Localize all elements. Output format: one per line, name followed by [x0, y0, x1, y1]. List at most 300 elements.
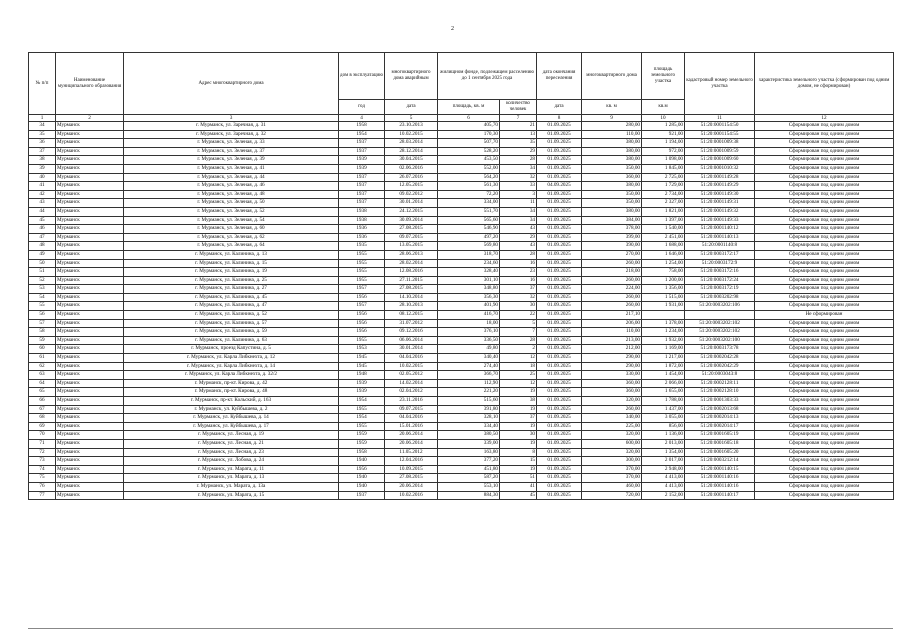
people-cell: 19: [500, 465, 537, 474]
land-area-cell: 1 169,00: [642, 345, 685, 354]
municipality-cell: Мурманск: [56, 233, 124, 242]
building-area-cell: 260,00: [582, 276, 642, 285]
end-date-cell: 01.09.2025: [537, 397, 582, 406]
people-cell: 19: [500, 405, 537, 414]
row-number-cell: 51: [29, 268, 56, 277]
cadastral-number-cell: [685, 311, 755, 320]
row-number-cell: 73: [29, 457, 56, 466]
cadastral-number-cell: 51:20:0001605:18: [685, 439, 755, 448]
emergency-date-cell: 20.06.2014: [385, 439, 438, 448]
area-cell: 380,50: [438, 431, 500, 440]
address-cell: г. Мурманск, ул. Куйбышева, д. 2: [124, 405, 339, 414]
building-area-cell: 260,00: [582, 405, 642, 414]
end-date-cell: 01.09.2025: [537, 173, 582, 182]
column-number: 1: [29, 115, 56, 122]
land-area-cell: 758,00: [642, 268, 685, 277]
municipality-cell: Мурманск: [56, 182, 124, 191]
land-area-cell: 1 354,00: [642, 448, 685, 457]
end-date-cell: 01.09.2025: [537, 319, 582, 328]
row-number-cell: 70: [29, 431, 56, 440]
area-cell: 515,60: [438, 397, 500, 406]
end-date-cell: 01.09.2025: [537, 388, 582, 397]
area-cell: 551,70: [438, 207, 500, 216]
land-characteristic-cell: Сформирован под одним домом: [755, 285, 894, 294]
building-area-cell: 290,00: [582, 354, 642, 363]
land-characteristic-cell: Сформирован под одним домом: [755, 250, 894, 259]
municipality-cell: Мурманск: [56, 319, 124, 328]
people-cell: 16: [500, 259, 537, 268]
people-cell: 38: [500, 397, 537, 406]
area-cell: 328,10: [438, 414, 500, 423]
municipality-cell: Мурманск: [56, 216, 124, 225]
cadastral-number-cell: 51:20:0001149:33: [685, 216, 755, 225]
year-cell: 1935: [339, 242, 385, 251]
land-area-cell: 1 194,00: [642, 139, 685, 148]
table-row: [29, 199, 894, 208]
end-date-cell: 01.09.2025: [537, 285, 582, 294]
address-cell: г. Мурманск, ул. Карла Либкнехта, д. 32/2: [124, 371, 339, 380]
table-row: [29, 293, 894, 302]
address-cell: г. Мурманск, ул. Куйбышева, д. 14: [124, 414, 339, 423]
emergency-date-cell: 28.10.2013: [385, 302, 438, 311]
people-cell: 28: [500, 336, 537, 345]
area-cell: 569,80: [438, 242, 500, 251]
people-cell: 19: [500, 439, 537, 448]
municipality-cell: Мурманск: [56, 491, 124, 500]
row-number-cell: 40: [29, 173, 56, 182]
cadastral-number-cell: 51:20:0001010:32: [685, 164, 755, 173]
table-row: [29, 233, 894, 242]
municipality-cell: Мурманск: [56, 130, 124, 139]
building-area-cell: 380,00: [582, 182, 642, 191]
cadastral-number-cell: 51:20:0002042:28: [685, 354, 755, 363]
people-cell: 13: [500, 130, 537, 139]
row-number-cell: 75: [29, 474, 56, 483]
cadastral-number-cell: 51:20:0001149:28: [685, 173, 755, 182]
address-cell: г. Мурманск, ул. Зеленая, д. 54: [124, 216, 339, 225]
building-area-cell: 360,00: [582, 379, 642, 388]
year-cell: 1945: [339, 362, 385, 371]
land-area-cell: 856,00: [642, 422, 685, 431]
cadastral-number-cell: 51:20:0001149:32: [685, 207, 755, 216]
land-area-cell: 1 254,00: [642, 259, 685, 268]
header-number: № п/п: [29, 53, 56, 115]
row-number-cell: 64: [29, 379, 56, 388]
year-cell: 1956: [339, 319, 385, 328]
building-area-cell: 600,00: [582, 439, 642, 448]
area-cell: 18,00: [438, 319, 500, 328]
building-area-cell: 110,00: [582, 328, 642, 337]
address-cell: г. Мурманск, ул. Лесная, д. 21: [124, 439, 339, 448]
municipality-cell: Мурманск: [56, 285, 124, 294]
address-cell: г. Мурманск, ул. Зеленая, д. 52: [124, 207, 339, 216]
year-cell: 1937: [339, 182, 385, 191]
area-cell: 453,50: [438, 156, 500, 165]
emergency-date-cell: 10.02.2016: [385, 491, 438, 500]
table-row: [29, 182, 894, 191]
area-cell: 376,10: [438, 328, 500, 337]
row-number-cell: 77: [29, 491, 56, 500]
building-area-cell: 380,00: [582, 207, 642, 216]
building-area-cell: 217,10: [582, 311, 642, 320]
area-cell: 391,80: [438, 405, 500, 414]
people-cell: 5: [500, 319, 537, 328]
area-cell: 507,70: [438, 139, 500, 148]
land-area-cell: 921,00: [642, 130, 685, 139]
people-cell: 43: [500, 225, 537, 234]
cadastral-number-cell: 51:20:0003202:106: [685, 302, 755, 311]
land-area-cell: 1 515,00: [642, 293, 685, 302]
people-cell: 12: [500, 354, 537, 363]
table-row: [29, 336, 894, 345]
municipality-cell: Мурманск: [56, 422, 124, 431]
year-cell: 1958: [339, 122, 385, 131]
building-area-cell: 378,00: [582, 225, 642, 234]
area-cell: 348,80: [438, 285, 500, 294]
emergency-date-cell: 27.08.2015: [385, 225, 438, 234]
year-cell: 1959: [339, 431, 385, 440]
land-characteristic-cell: Сформирован под одним домом: [755, 397, 894, 406]
land-area-cell: 2 066,00: [642, 379, 685, 388]
land-area-cell: 1 454,00: [642, 371, 685, 380]
land-characteristic-cell: Сформирован под одним домом: [755, 345, 894, 354]
row-number-cell: 57: [29, 319, 56, 328]
emergency-date-cell: 09.12.2016: [385, 328, 438, 337]
building-area-cell: 460,00: [582, 482, 642, 491]
cadastral-number-cell: 51:20:0001140:16: [685, 474, 755, 483]
area-cell: 528,20: [438, 147, 500, 156]
land-area-cell: 1 217,00: [642, 354, 685, 363]
emergency-date-cell: 27.11.2015: [385, 276, 438, 285]
land-area-cell: 2 725,00: [642, 173, 685, 182]
area-cell: 561,30: [438, 182, 500, 191]
land-characteristic-cell: Сформирован под одним домом: [755, 268, 894, 277]
address-cell: г. Мурманск, ул. Калинина, д. 19: [124, 268, 339, 277]
row-number-cell: 72: [29, 448, 56, 457]
cadastral-number-cell: 51:20:0002013:68: [685, 405, 755, 414]
row-number-cell: 53: [29, 285, 56, 294]
table-row: [29, 268, 894, 277]
column-number: 2: [56, 115, 124, 122]
address-cell: г. Мурманск, ул. Зеленая, д. 60: [124, 225, 339, 234]
land-area-cell: 1 200,00: [642, 276, 685, 285]
cadastral-number-cell: 51:20:0001149:29: [685, 182, 755, 191]
emergency-date-cell: 14.02.2014: [385, 379, 438, 388]
column-numbers-row: [29, 115, 894, 122]
end-date-cell: 04.09.2025: [537, 182, 582, 191]
address-cell: г. Мурманск, ул. Калинина, д. 57: [124, 319, 339, 328]
municipality-cell: Мурманск: [56, 328, 124, 337]
table-row: [29, 190, 894, 199]
table-row: [29, 302, 894, 311]
year-cell: 1937: [339, 199, 385, 208]
row-number-cell: 38: [29, 156, 56, 165]
land-area-cell: 1 356,00: [642, 285, 685, 294]
building-area-cell: 300,00: [582, 457, 642, 466]
end-date-cell: 01.09.2025: [537, 268, 582, 277]
end-date-cell: 01.09.2025: [537, 491, 582, 500]
address-cell: г. Мурманск, пр-кт. Кирова, д. 42: [124, 379, 339, 388]
emergency-date-cell: 09.07.2015: [385, 405, 438, 414]
people-cell: 18: [500, 362, 537, 371]
end-date-cell: 01.09.2025: [537, 336, 582, 345]
land-area-cell: 1 872,00: [642, 362, 685, 371]
land-area-cell: 2 327,00: [642, 199, 685, 208]
row-number-cell: 76: [29, 482, 56, 491]
emergency-date-cell: 20.06.2014: [385, 431, 438, 440]
building-area-cell: 260,00: [582, 259, 642, 268]
land-characteristic-cell: Сформирован под одним домом: [755, 379, 894, 388]
municipality-cell: Мурманск: [56, 156, 124, 165]
area-cell: 163,80: [438, 448, 500, 457]
year-cell: 1956: [339, 293, 385, 302]
people-cell: 7: [500, 328, 537, 337]
emergency-date-cell: 23.10.2013: [385, 122, 438, 131]
emergency-date-cell: 04.04.2016: [385, 354, 438, 363]
building-area-cell: 212,00: [582, 345, 642, 354]
row-number-cell: 55: [29, 302, 56, 311]
land-area-cell: [642, 311, 685, 320]
year-cell: 1956: [339, 465, 385, 474]
emergency-date-cell: 10.02.2015: [385, 362, 438, 371]
row-number-cell: 41: [29, 182, 56, 191]
building-area-cell: 384,00: [582, 216, 642, 225]
address-cell: г. Мурманск, ул. Марата, д. 13а: [124, 482, 339, 491]
people-cell: 29: [500, 233, 537, 242]
building-area-cell: 370,00: [582, 474, 642, 483]
table-row: [29, 207, 894, 216]
land-characteristic-cell: Сформирован под одним домом: [755, 388, 894, 397]
cadastral-number-cell: 51:20:0001303:33: [685, 397, 755, 406]
people-cell: 41: [500, 482, 537, 491]
cadastral-number-cell: 51:20:0003173:78: [685, 345, 755, 354]
municipality-cell: Мурманск: [56, 311, 124, 320]
header-cadastral: кадастровый номер земельного участка: [685, 53, 755, 115]
emergency-date-cell: 14.10.2014: [385, 293, 438, 302]
row-number-cell: 62: [29, 362, 56, 371]
address-cell: г. Мурманск, ул. Калинина, д. 47: [124, 302, 339, 311]
area-cell: 451,80: [438, 465, 500, 474]
land-characteristic-cell: Сформирован под одним домом: [755, 259, 894, 268]
address-cell: г. Мурманск, ул. Калинина, д. 52: [124, 311, 339, 320]
building-area-cell: 270,00: [582, 250, 642, 259]
land-characteristic-cell: Сформирован под одним домом: [755, 233, 894, 242]
address-cell: г. Мурманск, ул. Калинина, д. 15: [124, 259, 339, 268]
end-date-cell: 01.09.2025: [537, 302, 582, 311]
municipality-cell: Мурманск: [56, 207, 124, 216]
end-date-cell: 01.09.2025: [537, 354, 582, 363]
municipality-cell: Мурманск: [56, 259, 124, 268]
land-characteristic-cell: Сформирован под одним домом: [755, 242, 894, 251]
row-number-cell: 71: [29, 439, 56, 448]
year-cell: 1948: [339, 371, 385, 380]
address-cell: г. Мурманск, ул. Зеленая, д. 46: [124, 182, 339, 191]
people-cell: 34: [500, 207, 537, 216]
table-row: [29, 422, 894, 431]
municipality-cell: Мурманск: [56, 362, 124, 371]
emergency-date-cell: 30.01.2014: [385, 199, 438, 208]
land-characteristic-cell: Сформирован под одним домом: [755, 182, 894, 191]
end-date-cell: 01.09.2025: [537, 328, 582, 337]
year-cell: 1937: [339, 147, 385, 156]
emergency-date-cell: 02.06.2016: [385, 164, 438, 173]
emergency-date-cell: 30.04.2015: [385, 156, 438, 165]
people-cell: 23: [500, 268, 537, 277]
people-cell: 8: [500, 448, 537, 457]
land-characteristic-cell: Сформирован под одним домом: [755, 276, 894, 285]
cadastral-number-cell: 51:20:0003202:100: [685, 336, 755, 345]
table-row: [29, 173, 894, 182]
year-cell: 1939: [339, 164, 385, 173]
people-cell: 12: [500, 379, 537, 388]
municipality-cell: Мурманск: [56, 268, 124, 277]
end-date-cell: 01.09.2025: [537, 422, 582, 431]
row-number-cell: 42: [29, 190, 56, 199]
year-cell: 1939: [339, 388, 385, 397]
table-row: [29, 250, 894, 259]
land-area-cell: 1 655,00: [642, 388, 685, 397]
row-number-cell: 65: [29, 388, 56, 397]
header-municipality: Наименование муниципального образования: [56, 53, 124, 115]
column-number: 10: [642, 115, 685, 122]
building-area-cell: 280,00: [582, 122, 642, 131]
end-date-cell: 01.09.2025: [537, 371, 582, 380]
land-characteristic-cell: Сформирован под одним домом: [755, 336, 894, 345]
municipality-cell: Мурманск: [56, 302, 124, 311]
land-characteristic-cell: Не сформирован: [755, 311, 894, 320]
land-characteristic-cell: Сформирован под одним домом: [755, 405, 894, 414]
cadastral-number-cell: 51:20:0003172:17: [685, 250, 755, 259]
building-area-cell: 340,00: [582, 414, 642, 423]
end-date-cell: 01.09.2025: [537, 130, 582, 139]
municipality-cell: Мурманск: [56, 379, 124, 388]
building-area-cell: 290,00: [582, 362, 642, 371]
area-cell: 339,00: [438, 439, 500, 448]
people-cell: 51: [500, 474, 537, 483]
table-row: [29, 474, 894, 483]
year-cell: 1955: [339, 259, 385, 268]
cadastral-number-cell: 51:20:0003202:102: [685, 328, 755, 337]
column-number: 6: [438, 115, 500, 122]
emergency-date-cell: 28.06.2013: [385, 250, 438, 259]
land-characteristic-cell: Сформирован под одним домом: [755, 362, 894, 371]
table-row: [29, 122, 894, 131]
address-cell: г. Мурманск, ул. Лесная, д. 23: [124, 448, 339, 457]
table-row: [29, 216, 894, 225]
emergency-date-cell: 23.11.2016: [385, 397, 438, 406]
area-cell: 334,40: [438, 422, 500, 431]
row-number-cell: 35: [29, 130, 56, 139]
end-date-cell: 01.09.2025: [537, 482, 582, 491]
end-date-cell: 01.09.2025: [537, 448, 582, 457]
people-cell: 3: [500, 190, 537, 199]
cadastral-number-cell: 51:20:0001149:30: [685, 190, 755, 199]
emergency-date-cell: 26.07.2016: [385, 173, 438, 182]
end-date-cell: 01.09.2025: [537, 122, 582, 131]
cadastral-number-cell: 51:20:0001140:16: [685, 482, 755, 491]
header-address: Адрес многоквартирного дома: [124, 53, 339, 115]
emergency-date-cell: 20.06.2014: [385, 482, 438, 491]
cadastral-number-cell: 51:20:0003202:102: [685, 319, 755, 328]
table-row: [29, 345, 894, 354]
people-cell: 45: [500, 491, 537, 500]
land-characteristic-cell: Сформирован под одним домом: [755, 465, 894, 474]
address-cell: г. Мурманск, ул. Марата, д. 13: [124, 474, 339, 483]
subheader-sqm2: кв.м: [642, 100, 685, 115]
row-number-cell: 74: [29, 465, 56, 474]
people-cell: 37: [500, 285, 537, 294]
land-characteristic-cell: Сформирован под одним домом: [755, 139, 894, 148]
column-number: 8: [537, 115, 582, 122]
municipality-cell: Мурманск: [56, 250, 124, 259]
area-cell: 336,50: [438, 336, 500, 345]
address-cell: г. Мурманск, ул. Калинина, д. 63: [124, 336, 339, 345]
cadastral-number-cell: 51:20:0001605:20: [685, 448, 755, 457]
end-date-cell: 01.09.2025: [537, 311, 582, 320]
housing-table: [28, 52, 894, 500]
address-cell: г. Мурманск, ул. Зеленая, д. 44: [124, 173, 339, 182]
year-cell: 1956: [339, 311, 385, 320]
year-cell: 1954: [339, 397, 385, 406]
land-area-cell: 1 932,00: [642, 336, 685, 345]
table-row: [29, 285, 894, 294]
area-cell: 234,60: [438, 259, 500, 268]
header-land-area: площадь земельного участка: [642, 53, 685, 100]
municipality-cell: Мурманск: [56, 336, 124, 345]
municipality-cell: Мурманск: [56, 225, 124, 234]
municipality-cell: Мурманск: [56, 414, 124, 423]
emergency-date-cell: 30.09.2014: [385, 216, 438, 225]
table-row: [29, 371, 894, 380]
emergency-date-cell: 06.06.2014: [385, 336, 438, 345]
cadastral-number-cell: 51:20:0001154:55: [685, 130, 755, 139]
building-area-cell: 380,00: [582, 139, 642, 148]
year-cell: 1937: [339, 491, 385, 500]
year-cell: 1940: [339, 482, 385, 491]
year-cell: 1957: [339, 285, 385, 294]
area-cell: 377,20: [438, 457, 500, 466]
area-cell: 552,00: [438, 164, 500, 173]
cadastral-number-cell: 51:20:0003172:16: [685, 268, 755, 277]
subheader-sqm: кв. м: [582, 100, 642, 115]
end-date-cell: 01.09.2025: [537, 465, 582, 474]
row-number-cell: 59: [29, 336, 56, 345]
building-area-cell: 320,00: [582, 431, 642, 440]
row-number-cell: 60: [29, 345, 56, 354]
land-characteristic-cell: Сформирован под одним домом: [755, 414, 894, 423]
year-cell: 1936: [339, 225, 385, 234]
cadastral-number-cell: 51:20:0003043:8: [685, 371, 755, 380]
people-cell: 19: [500, 422, 537, 431]
address-cell: г. Мурманск, проезд Капустина, д. 5: [124, 345, 339, 354]
building-area-cell: 390,00: [582, 242, 642, 251]
table-row: [29, 259, 894, 268]
column-number: 9: [582, 115, 642, 122]
land-area-cell: 1 540,00: [642, 225, 685, 234]
building-area-cell: 380,00: [582, 147, 642, 156]
cadastral-number-cell: 51:20:0001140:13: [685, 233, 755, 242]
municipality-cell: Мурманск: [56, 354, 124, 363]
area-cell: 546,90: [438, 225, 500, 234]
area-cell: 565,60: [438, 216, 500, 225]
table-row: [29, 431, 894, 440]
column-number: 4: [339, 115, 385, 122]
land-area-cell: 1 136,00: [642, 431, 685, 440]
municipality-cell: Мурманск: [56, 405, 124, 414]
land-characteristic-cell: Сформирован под одним домом: [755, 173, 894, 182]
year-cell: 1940: [339, 474, 385, 483]
row-number-cell: 43: [29, 199, 56, 208]
